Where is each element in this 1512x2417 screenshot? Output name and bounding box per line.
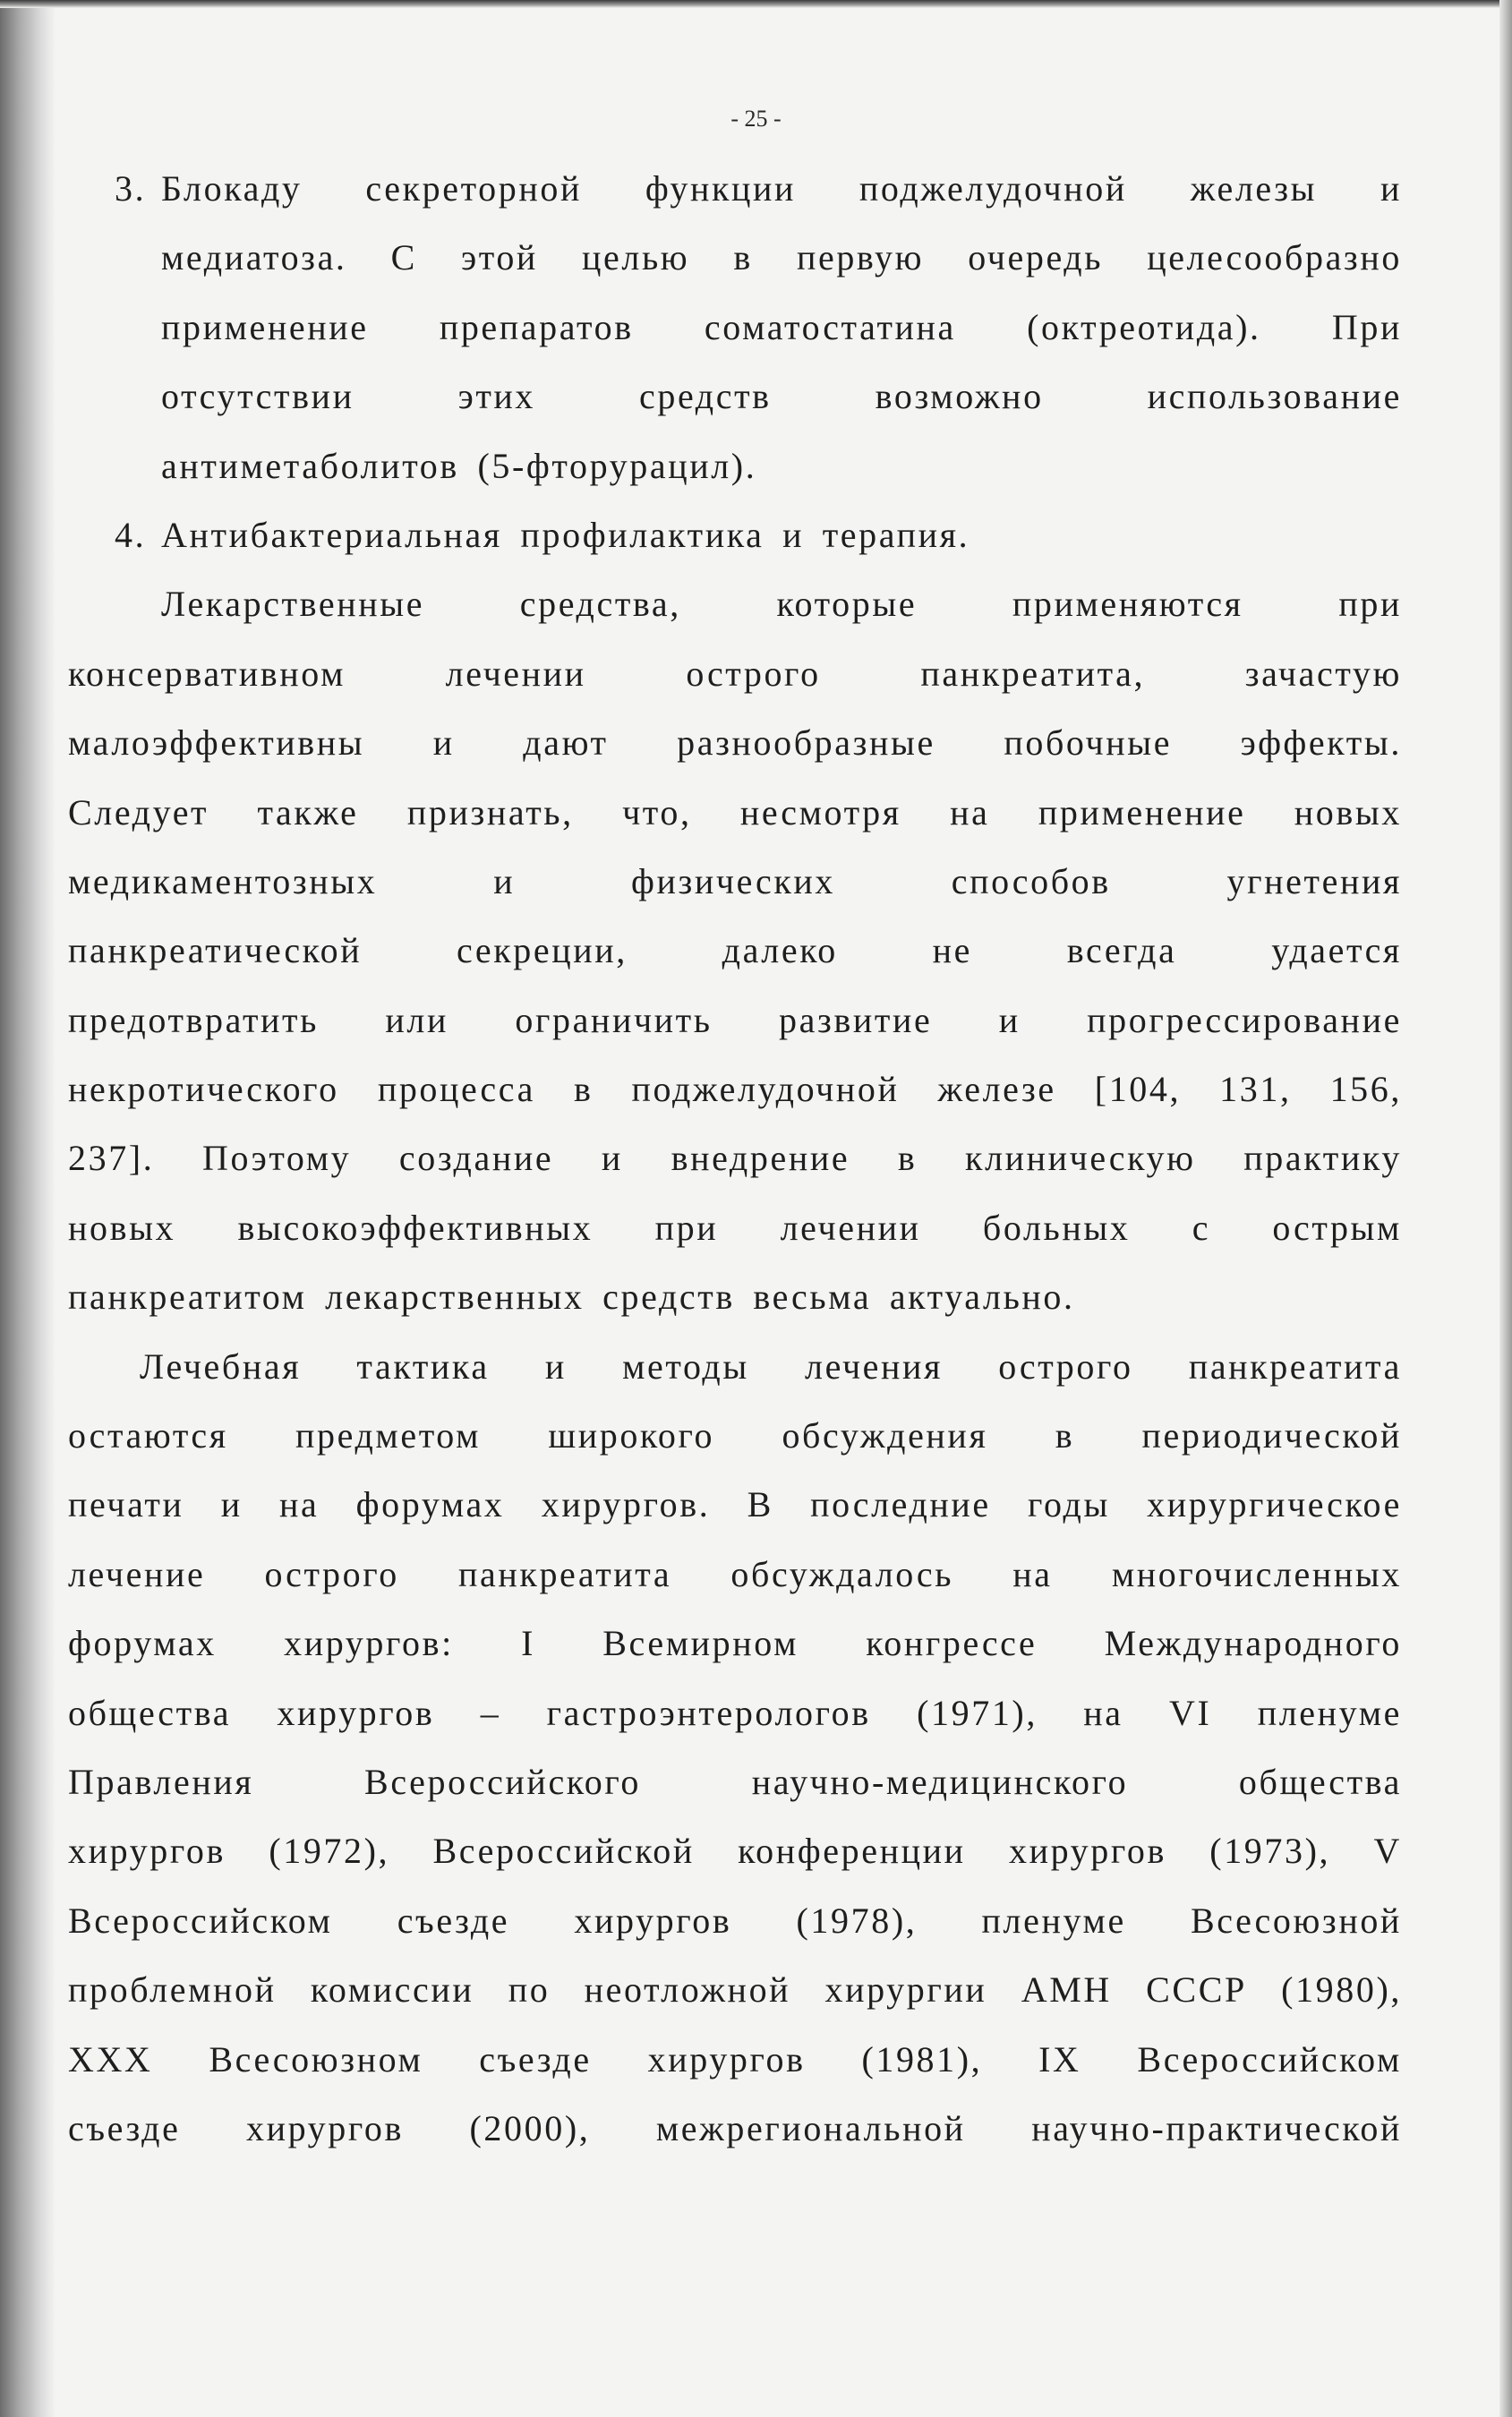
word: обсуждалось xyxy=(730,1553,954,1594)
word: Всесоюзном xyxy=(209,2038,423,2080)
scan-shadow-top xyxy=(0,0,1512,8)
word: 237]. xyxy=(68,1138,155,1179)
body-text xyxy=(68,154,1402,2163)
word: (октреотида). xyxy=(1027,306,1261,347)
word: клиническую xyxy=(965,1138,1196,1179)
text-line xyxy=(68,1055,1402,1123)
word: (1971), xyxy=(917,1692,1038,1733)
word: применение xyxy=(1038,791,1246,833)
word: возможно xyxy=(875,376,1044,417)
word: конгрессе xyxy=(866,1623,1038,1664)
word: форумах xyxy=(355,1484,505,1525)
text-line xyxy=(68,1747,1402,1816)
word: острого xyxy=(686,653,821,694)
word: разнообразные xyxy=(677,722,935,764)
word: побочные xyxy=(1004,722,1173,764)
word: лечении xyxy=(445,653,586,694)
word: или xyxy=(385,999,448,1040)
text-line xyxy=(68,916,1402,985)
text-line xyxy=(68,847,1402,916)
word: целесообразно xyxy=(1147,237,1402,278)
word: эффекты. xyxy=(1240,722,1402,764)
text-line xyxy=(68,708,1402,777)
word: в xyxy=(733,237,753,278)
text-line xyxy=(68,362,1402,431)
word: АМН xyxy=(1021,1969,1112,2011)
word: и xyxy=(1380,168,1402,209)
word: научно-медицинского xyxy=(751,1761,1129,1802)
word: при xyxy=(1338,584,1402,625)
word: процесса xyxy=(377,1069,535,1110)
word: методы xyxy=(622,1345,749,1387)
word: хирургов xyxy=(277,1692,435,1733)
word: использование xyxy=(1147,376,1402,417)
word: на xyxy=(1083,1692,1123,1733)
word: создание xyxy=(398,1138,554,1179)
list-number: 4. xyxy=(115,514,147,555)
word: секреции, xyxy=(457,930,628,971)
word: обсуждения xyxy=(782,1415,988,1456)
word: Правления xyxy=(68,1761,254,1802)
word: периодической xyxy=(1141,1415,1402,1456)
word: хирургов: xyxy=(284,1623,454,1664)
word: медикаментозных xyxy=(68,860,378,901)
word: [104, xyxy=(1094,1069,1182,1110)
word: всегда xyxy=(1066,930,1177,971)
text-line xyxy=(68,1678,1402,1747)
page-number: - 25 - xyxy=(730,106,782,132)
word: Лекарственные xyxy=(161,584,425,625)
text-line xyxy=(68,986,1402,1055)
word: общества xyxy=(1238,1761,1402,1802)
word: Международного xyxy=(1104,1623,1402,1664)
word: панкреатита, xyxy=(920,653,1146,694)
word: также xyxy=(257,791,359,833)
list-number: 3. xyxy=(115,168,147,209)
word: многочисленных xyxy=(1111,1553,1402,1594)
word: хирургическое xyxy=(1147,1484,1402,1525)
word: V xyxy=(1373,1831,1402,1872)
word: несмотря xyxy=(739,791,901,833)
text-line xyxy=(68,1540,1402,1609)
text-line xyxy=(68,1816,1402,1885)
word: Лечебная xyxy=(140,1345,302,1387)
word: форумах xyxy=(68,1623,217,1664)
word: не xyxy=(932,930,972,971)
word: на xyxy=(279,1484,320,1525)
word: конференции xyxy=(738,1831,966,1872)
word: съезде xyxy=(68,2107,181,2148)
word: признать, xyxy=(406,791,574,833)
word: прогрессирование xyxy=(1087,999,1402,1040)
word: и xyxy=(544,1345,567,1387)
word: практику xyxy=(1243,1138,1402,1179)
text-line xyxy=(68,1401,1402,1470)
word: при xyxy=(654,1207,719,1248)
word: XXX xyxy=(68,2038,153,2080)
text-line xyxy=(68,2094,1402,2163)
word: на xyxy=(950,791,990,833)
word: СССР xyxy=(1146,1969,1247,2011)
word: на xyxy=(1012,1553,1053,1594)
word: консервативном xyxy=(68,653,346,694)
word: и xyxy=(493,860,516,901)
word: по xyxy=(508,1969,551,2011)
text-line xyxy=(68,778,1402,847)
word: применение xyxy=(161,306,369,347)
word: панкреатической xyxy=(68,930,363,971)
word: годы xyxy=(1028,1484,1110,1525)
word: (2000), xyxy=(469,2107,591,2148)
word: хирургии xyxy=(824,1969,987,2011)
word: дают xyxy=(523,722,609,764)
word: развитие xyxy=(779,999,933,1040)
word: Следует xyxy=(68,791,209,833)
word: Всесоюзной xyxy=(1191,1900,1402,1941)
word: В xyxy=(747,1484,773,1525)
word: далеко xyxy=(722,930,838,971)
word: проблемной xyxy=(68,1969,277,2011)
word: Блокаду xyxy=(161,168,303,209)
word: комиссии xyxy=(310,1969,474,2011)
word: способов xyxy=(951,860,1111,901)
word: в xyxy=(897,1138,918,1179)
text-line xyxy=(68,1886,1402,1955)
word: хирургов xyxy=(647,2038,806,2080)
word: хирургов xyxy=(1008,1831,1166,1872)
text-line xyxy=(68,293,1402,362)
word: средств xyxy=(639,376,772,417)
word: секреторной xyxy=(365,168,582,209)
word: хирургов xyxy=(68,1831,226,1872)
word: предметом xyxy=(295,1415,482,1456)
word: I xyxy=(521,1623,535,1664)
text-line xyxy=(68,154,1402,223)
word: (1973), xyxy=(1209,1831,1331,1872)
word: острого xyxy=(264,1553,399,1594)
word: Всероссийского xyxy=(364,1761,642,1802)
word: Поэтому xyxy=(202,1138,352,1179)
word: в xyxy=(573,1069,594,1110)
word: очередь xyxy=(968,237,1104,278)
word: целью xyxy=(582,237,690,278)
list-item-text: Антибактериальная профилактика и терапия. xyxy=(161,514,970,555)
word: поджелудочной xyxy=(859,168,1127,209)
word: что, xyxy=(622,791,692,833)
word: этих xyxy=(457,376,536,417)
word: панкреатита xyxy=(1188,1345,1402,1387)
word: IX xyxy=(1038,2038,1081,2080)
word: острого xyxy=(998,1345,1133,1387)
word: физических xyxy=(631,860,835,901)
word: удается xyxy=(1271,930,1402,971)
text-line xyxy=(68,639,1402,708)
scan-shadow-left xyxy=(0,0,56,2417)
text-line xyxy=(68,1332,1402,1401)
word: 131, xyxy=(1219,1069,1292,1110)
word: отсутствии xyxy=(161,376,355,417)
word: ограничить xyxy=(515,999,713,1040)
word: Всероссийском xyxy=(68,1900,333,1941)
word: препаратов xyxy=(439,306,634,347)
word: больных xyxy=(982,1207,1131,1248)
text-line xyxy=(68,1123,1402,1192)
word: (1978), xyxy=(796,1900,918,1941)
word: высокоэффективных xyxy=(237,1207,594,1248)
word: новых xyxy=(1294,791,1402,833)
word: (1980), xyxy=(1281,1969,1402,2011)
word: и xyxy=(220,1484,243,1525)
word: железе xyxy=(937,1069,1056,1110)
word: и xyxy=(432,722,455,764)
word: функции xyxy=(645,168,797,209)
word: лечении xyxy=(780,1207,921,1248)
word: широкого xyxy=(548,1415,715,1456)
word: общества xyxy=(68,1692,232,1733)
text-line xyxy=(68,1262,1402,1331)
word: (1972), xyxy=(269,1831,390,1872)
word: Всероссийской xyxy=(432,1831,695,1872)
word: Всемирном xyxy=(602,1623,799,1664)
word: медиатоза. xyxy=(161,237,347,278)
word: VI xyxy=(1168,1692,1212,1733)
text-line xyxy=(68,2025,1402,2094)
text-line xyxy=(68,1609,1402,1678)
word: первую xyxy=(796,237,925,278)
word: – xyxy=(480,1692,501,1733)
word: тактика xyxy=(356,1345,490,1387)
word: 156, xyxy=(1329,1069,1402,1110)
list-item-text xyxy=(161,154,1402,223)
word: (1981), xyxy=(861,2038,983,2080)
word: печати xyxy=(68,1484,184,1525)
word: При xyxy=(1331,306,1402,347)
word: с xyxy=(1192,1207,1211,1248)
word: некротического xyxy=(68,1069,339,1110)
word: соматостатина xyxy=(704,306,956,347)
word: новых xyxy=(68,1207,176,1248)
word: последние xyxy=(810,1484,991,1525)
word: и xyxy=(998,999,1021,1040)
word: гастроэнтерологов xyxy=(546,1692,871,1733)
word: съезде xyxy=(397,1900,510,1941)
word: средства, xyxy=(519,584,681,625)
word: в xyxy=(1055,1415,1075,1456)
word: угнетения xyxy=(1226,860,1402,901)
line-text: антиметаболитов (5-фторурацил). xyxy=(161,445,757,486)
word: С xyxy=(390,237,417,278)
word: хирургов. xyxy=(541,1484,711,1525)
word: панкреатита xyxy=(458,1553,672,1594)
word: применяются xyxy=(1012,584,1243,625)
word: и xyxy=(601,1138,623,1179)
word: лечение xyxy=(68,1553,206,1594)
word: Всероссийском xyxy=(1137,2038,1402,2080)
line-text: панкреатитом лекарственных средств весьма актуально. xyxy=(68,1277,1075,1318)
text-line xyxy=(68,500,1402,569)
word: острым xyxy=(1272,1207,1402,1248)
text-line xyxy=(68,569,1402,638)
word: научно-практической xyxy=(1031,2107,1402,2148)
word: которые xyxy=(776,584,918,625)
word: пленуме xyxy=(1257,1692,1402,1733)
word: зачастую xyxy=(1244,653,1402,694)
word: хирургов xyxy=(574,1900,732,1941)
text-line xyxy=(68,1470,1402,1539)
word: пленуме xyxy=(981,1900,1126,1941)
text-line xyxy=(68,1193,1402,1262)
word: малоэффективны xyxy=(68,722,365,764)
word: хирургов xyxy=(246,2107,404,2148)
word: внедрение xyxy=(671,1138,850,1179)
text-line xyxy=(68,1955,1402,2024)
word: железы xyxy=(1190,168,1318,209)
word: этой xyxy=(461,237,538,278)
word: межрегиональной xyxy=(655,2107,966,2148)
scan-shadow-right xyxy=(1499,0,1512,2417)
word: неотложной xyxy=(584,1969,791,2011)
word: поджелудочной xyxy=(631,1069,900,1110)
word: остаются xyxy=(68,1415,228,1456)
word: предотвратить xyxy=(68,999,319,1040)
word: съезде xyxy=(479,2038,592,2080)
text-line xyxy=(68,223,1402,292)
text-line xyxy=(68,431,1402,500)
word: лечения xyxy=(805,1345,944,1387)
